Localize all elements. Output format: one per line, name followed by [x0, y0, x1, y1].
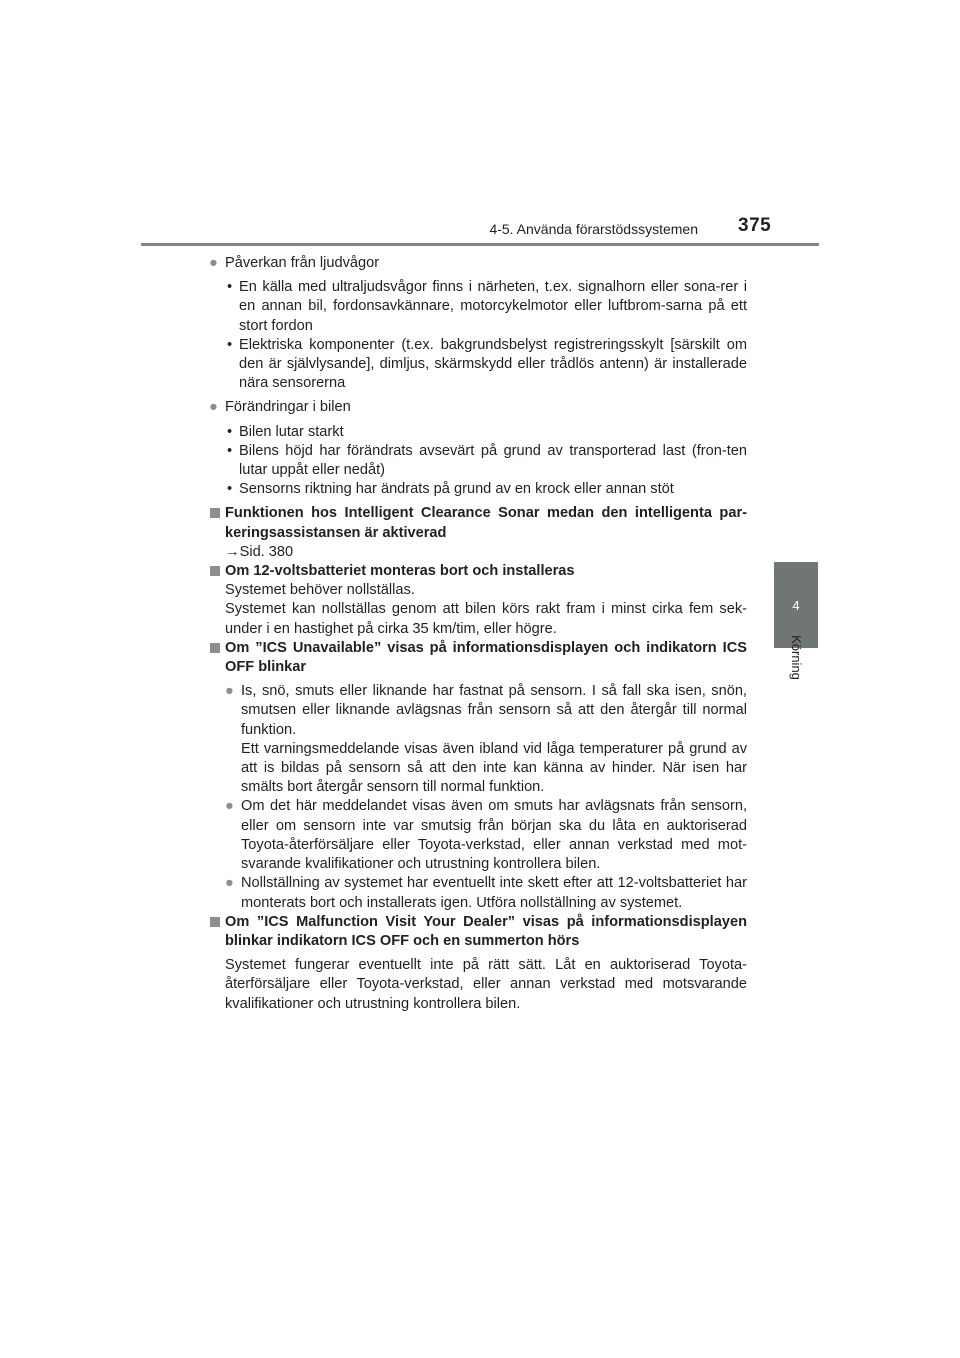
bullet-item: • En källa med ultraljudsvågor finns i närheten, t.ex. signalhorn eller sona-rer i en annan bil, fordonsavkännare, motorcykelmotor eller luftbrom-sarna på ett stort fordon [227, 279, 747, 334]
paragraph: Systemet fungerar eventuellt inte på rätt sätt. Låt en auktoriserad Toyota-återförsäljare eller Toyota-verkstad, eller annan verkstad med motsvarande kvalifikationer och utrustning kontrollera bilen. [225, 957, 747, 1012]
list-item-continuation: Ett varningsmeddelande visas även ibland vid låga temperaturer på grund av att is bildas på sensorn så att den inte kan känna av hinder. När isen har smälts bort återgår sensorn till normal funktion. [241, 740, 747, 796]
section-heading: Om 12-voltsbatteriet monteras bort och installeras [209, 562, 747, 581]
bullet-item: • Sensorns riktning har ändrats på grund av en krock eller annan stöt [209, 480, 747, 499]
section-square-icon [210, 566, 220, 576]
bullet-icon: • [227, 279, 233, 296]
section-square-icon [210, 508, 220, 518]
arrow-right-icon: → [225, 543, 240, 560]
item-title: Påverkan från ljudvågor [225, 255, 380, 271]
paragraph: Systemet behöver nollställas. [225, 582, 415, 599]
section-heading: Funktionen hos Intelligent Clearance Sonar medan den intelligenta par-keringsassistansen är aktiverad [209, 504, 747, 542]
bullet-icon: • [227, 423, 233, 440]
bullet-icon: • [227, 481, 233, 498]
item-title: Förändringar i bilen [225, 399, 351, 416]
header-divider [141, 243, 819, 246]
bullet-list [209, 278, 747, 393]
paragraph: Systemet kan nollställas genom att bilen körs rakt fram i minst cirka fem sek-under i en hastighet på cirka 35 km/tim, eller högre. [225, 601, 747, 637]
section-title: 4-5. Använda förarstödssystemen [489, 221, 698, 237]
bullet-icon: • [227, 336, 233, 353]
bullet-list [209, 423, 747, 500]
chapter-label: Körning [788, 634, 804, 680]
bullet-dot-icon: ● [209, 399, 218, 416]
section-heading: Om ”ICS Malfunction Visit Your Dealer” visas på informationsdisplayen blinkar indikatorn ICS OFF och en summerton hörs [209, 913, 747, 951]
page-reference [209, 543, 747, 562]
list-item [209, 398, 747, 417]
bullet-item: • Bilen lutar starkt [209, 423, 747, 442]
bullet-dot-icon: ● [225, 875, 234, 892]
page-number: 375 [738, 215, 772, 236]
section-square-icon [210, 643, 220, 653]
section-body [209, 682, 747, 912]
bullet-item: • Elektriska komponenter (t.ex. bakgrundsbelyst registreringsskylt [särskilt om den är självlysande], dimljus, skärmskydd eller trådlös antenn) är installerade nära sensorerna [227, 336, 747, 392]
list-item: ● Is, snö, smuts eller liknande har fastnat på sensorn. I så fall ska isen, snön, smutsen eller liknande avlägsnas från sensorn så att den återgår till normal funktion. [225, 683, 747, 738]
page-reference-link[interactable]: Sid. 380 [239, 543, 294, 560]
list-item [209, 254, 747, 273]
bullet-item: • Bilens höjd har förändrats avsevärt på grund av transporterad last (fron-ten lutar uppåt eller nedåt) [227, 442, 747, 479]
section-square-icon [210, 917, 220, 927]
page-content [209, 254, 747, 1014]
section-heading: Om ”ICS Unavailable” visas på informationsdisplayen och indikatorn ICS OFF blinkar [209, 639, 747, 677]
bullet-icon: • [227, 442, 233, 459]
chapter-label-wrap [776, 622, 816, 692]
chapter-number: 4 [792, 597, 800, 613]
list-item: ● Om det här meddelandet visas även om smuts har avlägsnats från sensorn, eller om sensorn inte var smutsig från början ska du låta en auktoriserad Toyota-återförsäljare eller Toyota-verkstad, eller annan verkstad med mot-svarande kvalifikationer och utrustning kontrollera bilen. [225, 798, 747, 873]
bullet-dot-icon: ● [225, 683, 234, 700]
list-item: ● Nollställning av systemet har eventuellt inte skett efter att 12-voltsbatteriet har monterats bort och installerats igen. Utföra nollställning av systemet. [225, 875, 747, 911]
bullet-dot-icon: ● [209, 255, 218, 271]
bullet-dot-icon: ● [225, 798, 234, 815]
